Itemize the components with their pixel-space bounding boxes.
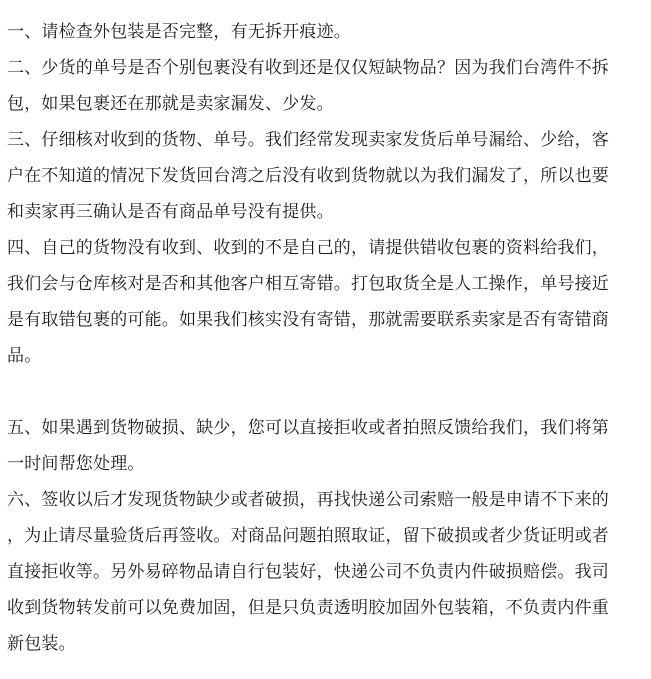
paragraph-line: 包，如果包裹还在那就是卖家漏发、少发。 [7,94,334,114]
paragraph-line: 是有取错包裹的可能。如果我们核实没有寄错，那就需要联系卖家是否有寄错商 [7,310,609,330]
paragraph-5 [7,410,643,482]
paragraph-2 [7,50,643,122]
paragraph-4 [7,230,643,374]
paragraph-line: 六、签收以后才发现货物缺少或者破损，再找快递公司索赔一般是申请不下来的 [7,490,609,510]
paragraph-line: 二、少货的单号是否个别包裹没有收到还是仅仅短缺物品？因为我们台湾件不拆 [7,58,609,78]
paragraph-line: 我们会与仓库核对是否和其他客户相互寄错。打包取货全是人工操作，单号接近 [7,274,609,294]
paragraph-line: ，为止请尽量验货后再签收。对商品问题拍照取证，留下破损或者少货证明或者 [7,526,609,546]
paragraph-line: 四、自己的货物没有收到、收到的不是自己的，请提供错收包裹的资料给我们， [7,238,609,258]
paragraph-line: 一、请检查外包装是否完整，有无拆开痕迹。 [7,22,351,42]
paragraph-6 [7,482,643,662]
paragraph-1 [7,14,643,50]
paragraph-line: 和卖家再三确认是否有商品单号没有提供。 [7,202,334,222]
paragraph-line: 五、如果遇到货物破损、缺少，您可以直接拒收或者拍照反馈给我们，我们将第 [7,418,609,438]
paragraph-3 [7,122,643,230]
paragraph-line: 直接拒收等。另外易碎物品请自行包装好，快递公司不负责内件破损赔偿。我司 [7,562,609,582]
paragraph-line: 品。 [7,346,42,366]
paragraph-line: 新包装。 [7,634,76,654]
paragraph-line: 一时间帮您处理。 [7,454,145,474]
paragraph-line: 收到货物转发前可以免费加固，但是只负责透明胶加固外包装箱，不负责内件重 [7,598,609,618]
blank-line [7,374,643,410]
paragraph-line: 三、仔细核对收到的货物、单号。我们经常发现卖家发货后单号漏给、少给，客 [7,130,609,150]
document-body [7,14,643,662]
paragraph-line: 户在不知道的情况下发货回台湾之后没有收到货物就以为我们漏发了，所以也要 [7,166,609,186]
